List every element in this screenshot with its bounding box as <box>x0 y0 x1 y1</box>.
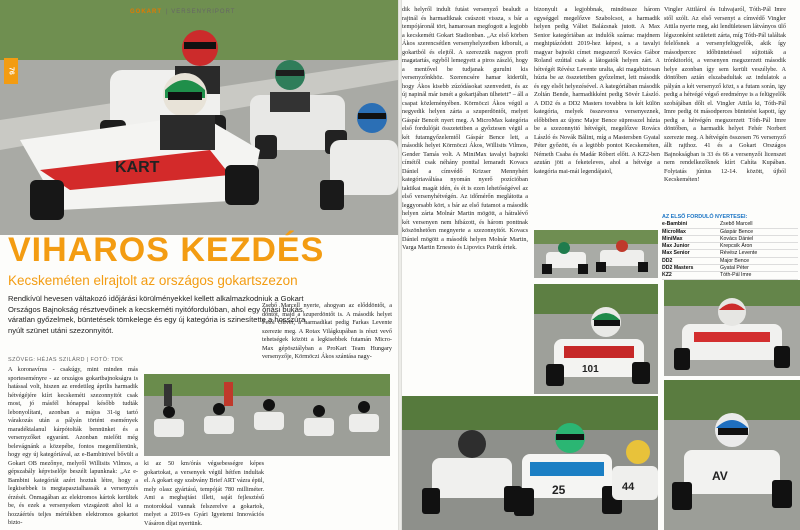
article-byline: SZÖVEG: HÉJAS SZILÁRD | FOTÓ: TDK <box>8 357 124 363</box>
header-subsection: | VERSENYRIPORT <box>166 9 236 15</box>
results-title: AZ ELSŐ FORDULÓ NYERTESEI: <box>662 214 748 220</box>
right-page <box>402 0 800 530</box>
results-box <box>662 214 798 279</box>
svg-text:101: 101 <box>582 364 599 375</box>
article-subtitle: Kecskeméten elrajtolt az országos gokartszezon <box>8 273 298 288</box>
results-category: e-Bambini <box>662 221 688 228</box>
results-row <box>662 229 798 236</box>
page-number-left: 76 <box>4 58 18 84</box>
article-lead: Rendkívül hevesen váltakozó időjárási körülményekkel kellett alkalmazkodniuk a Gokart Országos Bajnokság résztvevőinek a kecskeméti nyitófordulóban, ahol egy óriási bukás, váratlan győzelmek, büntetések tömkelege és egy új kategória is szinesítette a hosszúra nyúlt szünet utáni szezonnyitót. <box>8 294 306 335</box>
results-category: Max Junior <box>662 243 690 250</box>
svg-text:KART: KART <box>115 159 160 176</box>
svg-text:44: 44 <box>622 481 635 493</box>
results-category: DD2 Masters <box>662 265 694 272</box>
results-row <box>662 221 798 228</box>
results-category: MiniMax <box>662 235 683 242</box>
results-row <box>662 243 798 250</box>
results-row <box>662 250 798 257</box>
photo-kart-race-front <box>402 396 658 530</box>
body-column-4: bizonyult a legjobbnak, mindössze három egységgel megelőzve Szabolcsot, a harmadik helyen pedig Váliet Balázsnak jutott. A Max Senior kategóriában az indulók száma: majdnem meghiptázódott 2019-hez képest, s a tavalyi magyar bajnoki címet megszerző Kovács Gábor Roland ezúttal csak a látogatók helyen zárt. A hétvégét Révész Levente uralta, aki magabiztosan húzta be az összetettben győzelmet, lett második és egy elsőt helyezésével. A kategóriában második Zoltán Bende, harmadikként pedig Sövér László. A DD2 és a DD2 Masters tovabbra is két külön kategória, melyek összevonva versenyeznek, előbbiben az újonc Major Bence süpresszel húzta be a szezonnyitó hétvégét, megelőzve Rovács László és Novák Bálint, míg a Mastersben Gyatal Péter győzött, és a legtöbb pontot Kecskeméten, Németh Csaba és Madár Róbert előtt. A KZ2-ben azután jött a feketeleves, ahol a hétvége a kategória mai-mái legendájaiol, <box>534 6 660 175</box>
results-category: DD2 <box>662 257 673 264</box>
photo-kart-green-helmet <box>534 284 658 394</box>
results-row <box>662 258 798 265</box>
body-column-2-bottom: ki az 50 km/órás végsebességre képes gokartokat, a versenyek végül hétfen indultak el. A gokart egy szabvány Brief ART vázra épül, mely olasz gyártású, tempóját 780 milliméter. Ami a meghajtást illeti, saját fejlesztésű motorokkal vannak felszerelve a gokartok, melyet a 2019-es Gyári Igyetemi Innovációs Vásáron díjat nyertünk. <box>144 460 264 526</box>
results-winner: Kovács Dániel <box>720 235 754 242</box>
results-category: Max Senior <box>662 250 690 257</box>
results-row <box>662 272 798 279</box>
photo-kart-right-2 <box>664 380 800 530</box>
page-gutter <box>398 0 402 530</box>
body-column-3: dik helyről indult futást versenyző bealudt a rajtnál és harmadiknak csúszott vissza, s bár a tempójáronál tört, hamarosan megfogott a legjobb a kecskeméti Gokart Stadionban. „Az első körben Ákos szerencsétlen versenyhelyzetben kiborult, a gokartból és elejtől. A szerezzük nagyon profi magatartás, egyből lemegyett a piros zászló, hogy a mentővel be tudjanak gurulni kis versenyzőnkhöz. Szerencsére hamar kiderült, hogy Ákos kisebb zúzódásokat szenvedett, és az új napinál már ismét a gokartjában ülhetett” – áll a csapat közleményében. Körmöczi Ákos végül a negyedik helyen zárta a szuperdöntőt, melyet Gáspár Bencét nyert meg. A MicroMax kategória első fordulóját összetettben a győztesen végül a két futamgyőzelemtől Gáspár Bence lett, a második helyet Körmöczi Ákos, Willisits Vilmos, Gender Tamás volt. A MiniMax tavalyi bajnoki címétől csak néhány ponttal lemaradt Kovacs Dániel a címvédő Krizser Mennyhért kategóriaváltása nyomán nyerő pozícióban taktikai magát idén, és ét is ezen lehetőségével az első versenyhétvégén. Az időmérőn meglátotta a leggyorsabb kört, s bár az első futamot a második helyen zárta Molnár Martin mögött, a hátralévő két versenyen nem hibázott, és három ponttnak köszönhetően megnyerte a szezonnyitót. Kovacs Dániel mögött a második helyen Molnár Martin, Varga Martin Ernesto és Lipovics Patrik értek. <box>402 6 528 251</box>
svg-text:25: 25 <box>552 483 566 497</box>
spacer-10 <box>270 6 398 266</box>
article-title: VIHAROS KEZDÉS <box>8 231 325 269</box>
results-table <box>662 221 798 279</box>
results-row <box>662 265 798 272</box>
body-column-5: Vingler Attilárol és Iuhvajaról, Tóth-Pál Imre stől szólt. Az első versenyt a címvédő Vingler Attila nyerte meg, aki lendületesen látványos ülő légszonként született zárta, míg Tóth-Pál találtak felelősnek a versenyfelügyelők, akik így másodpercec időbüntetéssel sújtották a trónkitorlót, a versenyen megszerzett második helye azonban így sem került veszélybe. A döntőben aztán elszabadultak az indulatok a pályán a két versenyző közt, s a futam során, igy pedig a hétvégé végső eredménye is a felügyelők szobájában dőlt el. Vingler Attila ki, Tóth-Pál Imre pedig öt másodperces büntetést kapott, így pedig a hétvégén megszerzett Tóth-Pál Imre döntőben, a harmadik helyet Fehér Norbert szerezte meg. A hétvégén összesen 76 versenyző állt rajthoz. 41 és a Gokart Országos Bajnokságban is 33 és 66 a versenyzői licenszet nem rendelkezőknek kiírt Cahíta Kupában. Folytatás június 12-14. között, újból Kecskeméten! <box>664 6 786 183</box>
results-category: MicroMax <box>662 228 686 235</box>
header-section: GOKART <box>130 9 162 15</box>
photo-kart-small-1 <box>534 230 658 278</box>
results-winner: Gáspár Bence <box>720 228 754 235</box>
results-winner: Major Bence <box>720 257 750 264</box>
body-column-1: A koronavírus - csakúgy, mint minden más sporteseményre - az országos gokartbajnokságra is hatással volt, hiszen az eredetileg április harmadik hétvégéjére kiírt kecskeméti szezonnyitót csak most, jó másfél hónappal később tudták lebonyolítani, azonban a május 31-ig tartó várakozás után a pályán történt események maradéktalanul kárpótolták bennünket és a versenyzőket egyaránt. Azonban mielőtt még belevágnánk a közepébe, fontos megemlítenünk, hogy egy új kategóriával, az e-Bambinivel bővült a Gokart OB mezőnye, melyről Willisits Vilmos, a gépszabály képviselője beszélt lapunknak: „Az e-Bambini kategóriát azért hoztuk létre, hogy a legkisebbek is megtapasztalhassák a versenyzés érzését. Önmagában az elektromos kártok kerültek be, és ezek a versenyeken vizsgázott ahol ki a hozzáértés teljes mértékben elektromos gokartot bizto- <box>8 366 138 526</box>
results-winner: Zsebő Marcell <box>720 221 753 228</box>
photo-kart-right-1 <box>664 280 800 376</box>
results-winner: Gyatal Péter <box>720 265 749 272</box>
svg-text:AV: AV <box>712 469 728 483</box>
body-column-2-top: Zsebő Marcell nyerte, ahogyan az előddöntőt, a döntőt, majd a szuperdöntőt is. A második helyet Petői Olivér, a harmadikat pedig Farkas Levente szerezte meg. A Rotax Világkupában is részt vevő tehetségek között a legkisebbek futamán Micro-Max gépösztályban a ProKart Team Hungary versenyzője, Körmöczi Ákos szántása nagy- <box>262 302 392 360</box>
results-winner: Révész Levente <box>720 250 758 257</box>
photo-start-grid <box>144 374 390 456</box>
results-category: KZ2 <box>662 272 672 279</box>
results-winner: Krepcsik Áron <box>720 243 753 250</box>
results-winner: Tóth-Pál Imre <box>720 272 752 279</box>
